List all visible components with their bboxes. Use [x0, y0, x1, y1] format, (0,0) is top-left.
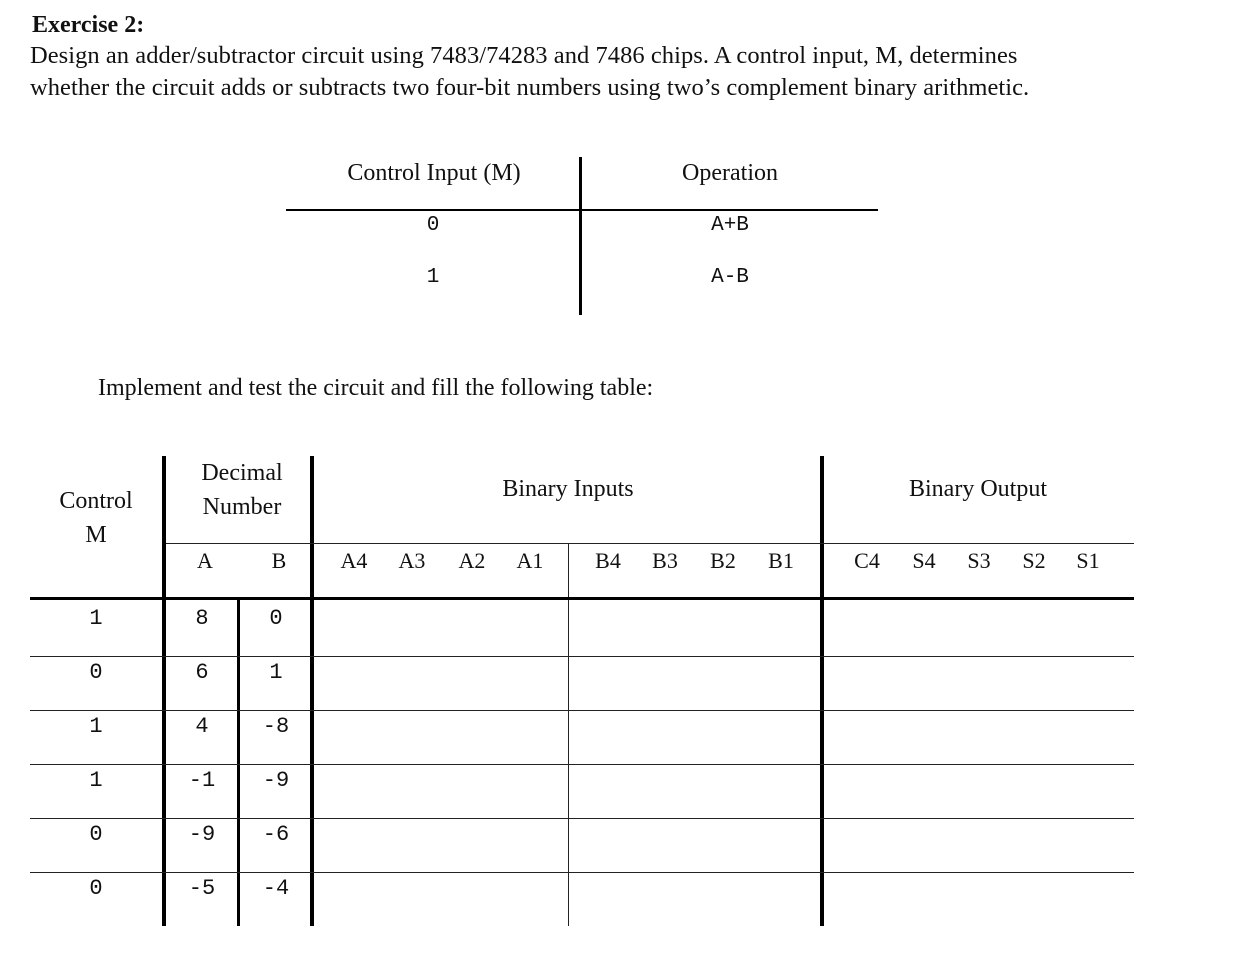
- col-divider-inputs: [820, 456, 824, 926]
- bit-a1: A1: [516, 548, 544, 573]
- bit-s3: S3: [967, 548, 991, 573]
- row-4-b: -9: [262, 768, 290, 793]
- col-divider-a-b: [237, 598, 240, 926]
- row-1-a: 8: [195, 606, 209, 631]
- bit-b3: B3: [652, 548, 678, 573]
- subheader-rule: [166, 543, 1134, 544]
- exercise-title: Exercise 2:: [32, 12, 145, 38]
- op-row-m: 0: [426, 214, 440, 237]
- row-1-b: 0: [269, 606, 283, 631]
- row-rule: [30, 710, 1134, 711]
- col-divider-decimal: [310, 456, 314, 926]
- bit-a3: A3: [398, 548, 426, 573]
- row-6-b: -4: [262, 876, 290, 901]
- bit-s4: S4: [912, 548, 936, 573]
- row-2-m: 0: [89, 660, 103, 685]
- row-rule: [30, 656, 1134, 657]
- control-header: Control: [59, 488, 133, 514]
- bit-s1: S1: [1076, 548, 1100, 573]
- bit-a2: A2: [458, 548, 486, 573]
- row-rule: [30, 872, 1134, 873]
- row-6-a: -5: [188, 876, 216, 901]
- operation-table-divider: [579, 157, 582, 315]
- row-2-a: 6: [195, 660, 209, 685]
- row-rule: [30, 818, 1134, 819]
- row-4-m: 1: [89, 768, 103, 793]
- row-rule: [30, 764, 1134, 765]
- row-3-b: -8: [262, 714, 290, 739]
- row-6-m: 0: [89, 876, 103, 901]
- operation-table-header-rule: [286, 209, 878, 211]
- row-2-b: 1: [269, 660, 283, 685]
- op-row-m: 1: [426, 266, 440, 289]
- bit-b4: B4: [595, 548, 621, 573]
- decimal-sub-b: B: [271, 548, 287, 573]
- row-5-a: -9: [188, 822, 216, 847]
- binary-output-header: Binary Output: [909, 476, 1047, 502]
- description-line-2: whether the circuit adds or subtracts two four-bit numbers using two’s complement binary arithmetic.: [30, 74, 1030, 101]
- instruction-text: Implement and test the circuit and fill the following table:: [98, 375, 654, 401]
- control-input-header: Control Input (M): [347, 160, 521, 186]
- op-row-operation: A+B: [711, 214, 749, 237]
- row-4-a: -1: [188, 768, 216, 793]
- description-line-1: Design an adder/subtractor circuit using 7483/74283 and 7486 chips. A control input, M, determines: [30, 42, 1018, 69]
- col-divider-a-bits-b-bits: [568, 543, 569, 926]
- row-1-m: 1: [89, 606, 103, 631]
- operation-header: Operation: [682, 160, 778, 186]
- binary-inputs-header: Binary Inputs: [502, 476, 634, 502]
- bit-b2: B2: [710, 548, 736, 573]
- row-5-m: 0: [89, 822, 103, 847]
- control-header-m: M: [85, 522, 107, 548]
- decimal-sub-a: A: [197, 548, 213, 573]
- bit-b1: B1: [768, 548, 794, 573]
- col-divider-control: [162, 456, 166, 926]
- row-5-b: -6: [262, 822, 290, 847]
- decimal-header: Decimal: [201, 460, 283, 486]
- row-3-m: 1: [89, 714, 103, 739]
- decimal-header-number: Number: [202, 494, 282, 520]
- bit-a4: A4: [340, 548, 368, 573]
- bit-s2: S2: [1022, 548, 1046, 573]
- op-row-operation: A-B: [711, 266, 749, 289]
- row-3-a: 4: [195, 714, 209, 739]
- bit-c4: C4: [854, 548, 880, 573]
- header-rule: [30, 597, 1134, 600]
